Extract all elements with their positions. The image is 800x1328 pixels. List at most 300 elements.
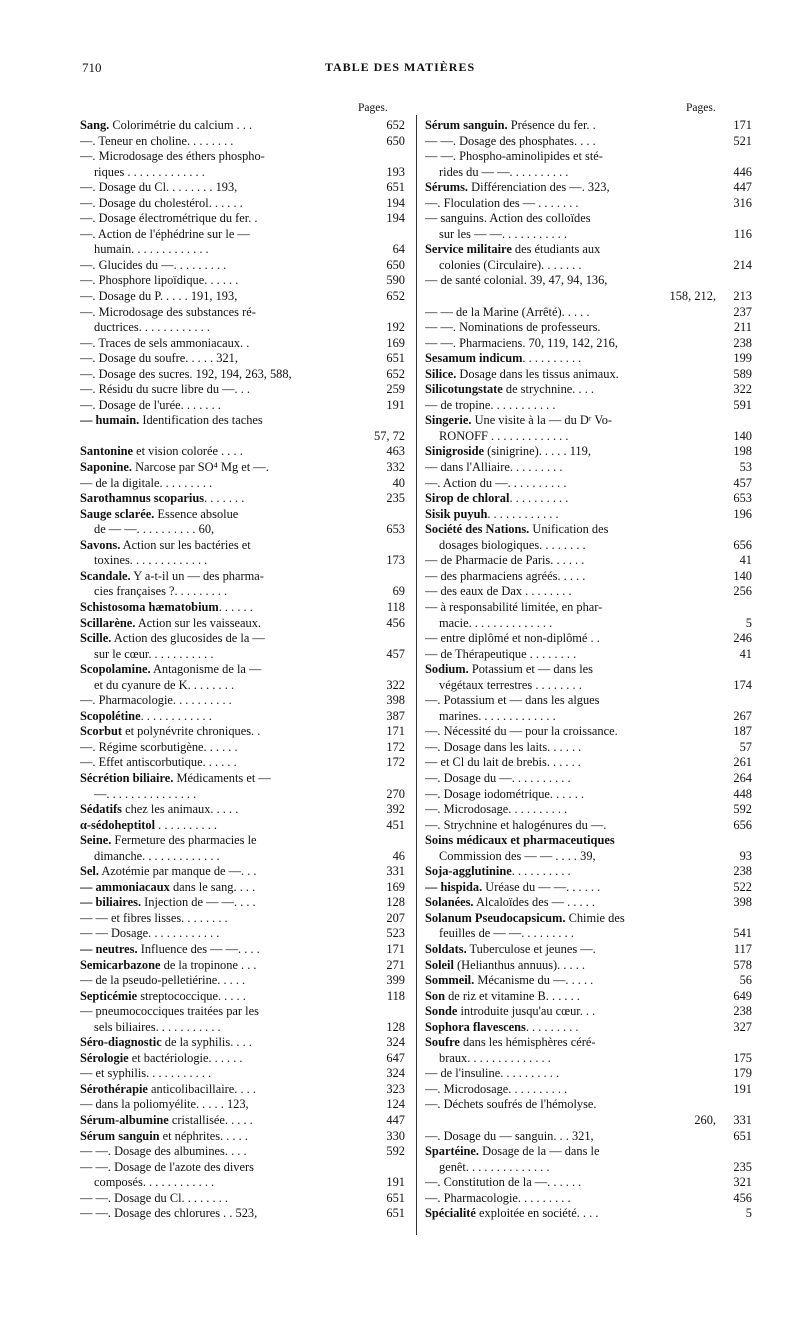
index-entry xyxy=(80,1051,405,1067)
index-entry xyxy=(80,833,405,849)
entry-text: — sanguins. Action des colloïdes xyxy=(425,211,591,226)
index-entry xyxy=(425,740,750,756)
entry-text: Sérum-albumine cristallisée. . . . . xyxy=(80,1113,253,1127)
index-entry xyxy=(425,165,750,181)
entry-page: 457 xyxy=(733,475,752,490)
entry-text: Soja-agglutinine. . . . . . . . . . xyxy=(425,864,571,879)
entry-page: 191 xyxy=(386,1175,405,1190)
entry-page: 589 xyxy=(733,366,752,381)
index-entry xyxy=(425,911,750,927)
index-entry xyxy=(80,678,405,694)
index-entry xyxy=(425,616,750,632)
index-entry xyxy=(80,942,405,958)
entry-text: —. Déchets soufrés de l'hémolyse. xyxy=(425,1097,597,1112)
entry-page: 238 xyxy=(733,1004,752,1019)
entry-text: —. . . . . . . . . . . . . . . xyxy=(94,786,197,801)
index-entry xyxy=(80,305,405,321)
entry-text: — de Thérapeutique . . . . . . . . xyxy=(425,646,577,661)
index-entry xyxy=(80,289,405,305)
index-entry xyxy=(80,1175,405,1191)
index-entry xyxy=(425,273,750,289)
index-column-right xyxy=(425,118,750,1222)
entry-page: 316 xyxy=(733,195,752,210)
index-entry xyxy=(80,647,405,663)
entry-text: α-sédoheptitol . . . . . . . . . . xyxy=(80,817,218,832)
entry-text: —. Dosage du — sanguin. . . 321, xyxy=(425,1128,594,1143)
entry-page: 578 xyxy=(733,957,752,972)
entry-page: 650 xyxy=(386,257,405,272)
index-entry xyxy=(425,180,750,196)
index-entry xyxy=(80,273,405,289)
entry-page: 140 xyxy=(733,428,752,443)
pages-label-right: Pages. xyxy=(686,102,716,114)
index-entry xyxy=(425,242,750,258)
entry-text: —. Phosphore lipoïdique. . . . . . xyxy=(80,273,239,288)
entry-text: — —. Dosage des albumines. . . . xyxy=(80,1144,247,1159)
index-entry xyxy=(80,429,405,445)
entry-page: 196 xyxy=(733,506,752,521)
index-entry xyxy=(80,1206,405,1222)
entry-page: 93 xyxy=(739,848,752,863)
entry-page: 56 xyxy=(739,973,752,988)
entry-page: 448 xyxy=(733,786,752,801)
entry-page: 194 xyxy=(386,195,405,210)
index-entry xyxy=(80,413,405,429)
index-entry xyxy=(425,958,750,974)
entry-page: 179 xyxy=(733,1066,752,1081)
entry-page: 592 xyxy=(733,802,752,817)
index-entry xyxy=(425,771,750,787)
entry-text: —. Dosage du Cl. . . . . . . . 193, xyxy=(80,180,238,195)
entry-text: —. Strychnine et halogénures du —. xyxy=(425,817,607,832)
index-entry xyxy=(80,662,405,678)
entry-text: Sang. Colorimétrie du calcium . . . xyxy=(80,118,253,132)
entry-text: Sommeil. Mécanisme du —. . . . . xyxy=(425,973,594,988)
entry-page: 647 xyxy=(386,1050,405,1065)
index-entry xyxy=(425,1175,750,1191)
entry-text: Sérums. Différenciation des —. 323, xyxy=(425,180,610,195)
entry-page: 191 xyxy=(386,397,405,412)
index-entry xyxy=(80,693,405,709)
entry-text: Scille. Action des glucosides de la — xyxy=(80,631,265,646)
entry-text: — dans l'Alliaire. . . . . . . . . xyxy=(425,460,563,475)
entry-page: 652 xyxy=(386,289,405,304)
entry-page: 651 xyxy=(386,1206,405,1221)
entry-text: —. Résidu du sucre libre du —. . . xyxy=(80,382,251,397)
index-entry xyxy=(80,134,405,150)
entry-text: Solanum Pseudocapsicum. Chimie des xyxy=(425,910,625,925)
index-entry xyxy=(425,413,750,429)
entry-text: Sédatifs chez les animaux. . . . . xyxy=(80,802,239,817)
entry-page: 521 xyxy=(733,133,752,148)
entry-page: 447 xyxy=(386,1113,405,1127)
entry-text: Schistosoma hæmatobium. . . . . . xyxy=(80,599,253,614)
index-entry xyxy=(80,1097,405,1113)
entry-page: 175 xyxy=(733,1050,752,1065)
entry-text: Sécrétion biliaire. Médicaments et — xyxy=(80,770,271,785)
index-entry xyxy=(425,149,750,165)
entry-page: 451 xyxy=(386,817,405,832)
entry-text: Sodium. Potassium et — dans les xyxy=(425,662,593,677)
index-entry xyxy=(80,180,405,196)
entry-page: 235 xyxy=(386,491,405,506)
entry-text: — neutres. Influence des — —. . . . xyxy=(80,941,260,956)
entry-text: Sisik puyuh. . . . . . . . . . . . xyxy=(425,506,559,521)
entry-page: 174 xyxy=(733,677,752,692)
index-entry xyxy=(425,942,750,958)
entry-page: 652 xyxy=(386,366,405,381)
entry-page: 324 xyxy=(386,1035,405,1050)
index-entry xyxy=(425,1129,750,1145)
index-entry xyxy=(425,1051,750,1067)
index-entry xyxy=(80,771,405,787)
index-entry xyxy=(80,258,405,274)
entry-text: Scopolamine. Antagonisme de la — xyxy=(80,662,262,677)
entry-page: 172 xyxy=(386,755,405,770)
index-entry xyxy=(80,196,405,212)
entry-text: —. Régime scorbutigène. . . . . . xyxy=(80,739,238,754)
index-entry xyxy=(80,1129,405,1145)
index-entry xyxy=(425,289,750,305)
entry-page: 656 xyxy=(733,817,752,832)
entry-page: 332 xyxy=(386,460,405,475)
entry-page: 331 xyxy=(386,864,405,879)
entry-page: 653 xyxy=(386,522,405,537)
entry-text: Savons. Action sur les bactéries et xyxy=(80,537,251,552)
entry-text: —. Dosage des sucres. 192, 194, 263, 588, xyxy=(80,366,292,381)
entry-text: — —. Dosage des phosphates. . . . xyxy=(425,133,596,148)
entry-text: Soufre dans les hémisphères céré- xyxy=(425,1035,596,1050)
index-entry xyxy=(80,724,405,740)
entry-page: 199 xyxy=(733,351,752,366)
index-entry xyxy=(425,398,750,414)
entry-page: 192 xyxy=(386,320,405,335)
index-entry xyxy=(80,989,405,1005)
entry-text: 158, 212, xyxy=(669,289,716,304)
entry-text: Solanées. Alcaloïdes des — . . . . . xyxy=(425,895,596,910)
entry-text: 260, xyxy=(694,1113,716,1127)
index-entry xyxy=(425,895,750,911)
entry-text: —. Dosage du —. . . . . . . . . . xyxy=(425,770,571,785)
index-entry xyxy=(80,1191,405,1207)
entry-text: Sel. Azotémie par manque de —. . . xyxy=(80,864,257,879)
index-entry xyxy=(425,1206,750,1222)
index-entry xyxy=(80,522,405,538)
index-entry xyxy=(80,460,405,476)
entry-text: Sérothérapie anticolibacillaire. . . . xyxy=(80,1081,256,1096)
index-entry xyxy=(425,1160,750,1176)
entry-text: sels biliaires. . . . . . . . . . . xyxy=(94,1019,221,1034)
entry-text: — ammoniacaux dans le sang. . . . xyxy=(80,879,256,894)
entry-text: Son de riz et vitamine B. . . . . . xyxy=(425,988,580,1003)
index-entry xyxy=(80,1004,405,1020)
entry-page: 69 xyxy=(392,584,405,599)
entry-text: rides du — —. . . . . . . . . . xyxy=(439,164,569,179)
entry-text: —. Dosage iodométrique. . . . . . xyxy=(425,786,584,801)
entry-page: 270 xyxy=(386,786,405,801)
entry-page: 173 xyxy=(386,553,405,568)
entry-page: 399 xyxy=(386,973,405,988)
index-entry xyxy=(80,491,405,507)
entry-page: 5 xyxy=(745,615,752,630)
index-entry xyxy=(80,1035,405,1051)
entry-text: — entre diplômé et non-diplômé . . xyxy=(425,631,600,646)
entry-text: —. Microdosage. . . . . . . . . . xyxy=(425,802,568,817)
index-entry xyxy=(80,631,405,647)
entry-page: 457 xyxy=(386,646,405,661)
entry-text: —. Action de l'éphédrine sur le — xyxy=(80,226,250,241)
index-entry xyxy=(425,460,750,476)
entry-page: 194 xyxy=(386,211,405,226)
index-entry xyxy=(425,926,750,942)
entry-text: Seine. Fermeture des pharmacies le xyxy=(80,833,257,848)
entry-page: 193 xyxy=(386,164,405,179)
entry-text: — —. Dosage des chlorures . . 523, xyxy=(80,1206,258,1221)
entry-page: 392 xyxy=(386,802,405,817)
entry-text: —. Action du —. . . . . . . . . . xyxy=(425,475,567,490)
entry-page: 327 xyxy=(733,1019,752,1034)
index-entry xyxy=(80,584,405,600)
entry-page: 590 xyxy=(386,273,405,288)
index-entry xyxy=(80,507,405,523)
entry-page: 64 xyxy=(392,242,405,257)
entry-text: marines. . . . . . . . . . . . . xyxy=(439,708,556,723)
index-entry xyxy=(80,382,405,398)
entry-text: Saponine. Narcose par SO⁴ Mg et —. xyxy=(80,460,269,475)
entry-text: Semicarbazone de la tropinone . . . xyxy=(80,957,257,972)
index-entry xyxy=(425,491,750,507)
entry-page: 592 xyxy=(386,1144,405,1159)
entry-page: 207 xyxy=(386,910,405,925)
entry-page: 169 xyxy=(386,335,405,350)
entry-text: — —. Dosage de l'azote des divers xyxy=(80,1159,254,1174)
entry-text: humain. . . . . . . . . . . . . xyxy=(94,242,209,257)
entry-page: 140 xyxy=(733,568,752,583)
index-entry xyxy=(80,818,405,834)
entry-page: 541 xyxy=(733,926,752,941)
entry-text: Sonde introduite jusqu'au cœur. . . xyxy=(425,1004,596,1019)
index-entry xyxy=(425,631,750,647)
entry-text: —. Traces de sels ammoniacaux. . xyxy=(80,335,250,350)
entry-text: Scandale. Y a-t-il un — des pharma- xyxy=(80,568,264,583)
entry-text: —. Potassium et — dans les algues xyxy=(425,693,600,708)
entry-text: Sirop de chloral. . . . . . . . . . xyxy=(425,491,569,506)
index-entry xyxy=(80,787,405,803)
entry-text: — —. Phospho-aminolipides et sté- xyxy=(425,149,603,164)
entry-page: 398 xyxy=(386,693,405,708)
entry-page: 330 xyxy=(386,1128,405,1143)
index-entry xyxy=(425,584,750,600)
index-entry xyxy=(425,709,750,725)
index-column-left xyxy=(80,118,405,1222)
index-entry xyxy=(425,227,750,243)
entry-page: 171 xyxy=(733,118,752,132)
index-entry xyxy=(80,165,405,181)
entry-text: —. Effet antiscorbutique. . . . . . xyxy=(80,755,237,770)
entry-page: 651 xyxy=(386,180,405,195)
index-entry xyxy=(425,818,750,834)
entry-page: 523 xyxy=(386,926,405,941)
index-entry xyxy=(425,1020,750,1036)
entry-page: 116 xyxy=(733,226,752,241)
entry-text: — de Pharmacie de Paris. . . . . . xyxy=(425,553,585,568)
entry-page: 118 xyxy=(386,599,405,614)
index-entry xyxy=(80,444,405,460)
entry-text: — —. Nominations de professeurs. xyxy=(425,320,601,335)
index-entry xyxy=(80,1113,405,1129)
entry-page: 651 xyxy=(733,1128,752,1143)
entry-text: colonies (Circulaire). . . . . . . xyxy=(439,257,582,272)
index-entry xyxy=(80,849,405,865)
index-entry xyxy=(80,149,405,165)
entry-page: 213 xyxy=(733,289,752,304)
entry-text: —. Glucides du —. . . . . . . . . xyxy=(80,257,227,272)
entry-text: — de tropine. . . . . . . . . . . xyxy=(425,397,556,412)
index-entry xyxy=(425,880,750,896)
entry-page: 128 xyxy=(386,1019,405,1034)
index-entry xyxy=(425,1066,750,1082)
entry-page: 128 xyxy=(386,895,405,910)
entry-text: —. Dosage dans les laits. . . . . . xyxy=(425,739,582,754)
entry-text: Silice. Dosage dans les tissus animaux. xyxy=(425,366,619,381)
entry-text: — des pharmaciens agréés. . . . . xyxy=(425,568,586,583)
index-entry xyxy=(80,802,405,818)
entry-page: 651 xyxy=(386,351,405,366)
index-entry xyxy=(425,507,750,523)
index-entry xyxy=(80,864,405,880)
entry-text: — — et fibres lisses. . . . . . . . xyxy=(80,910,228,925)
entry-page: 211 xyxy=(733,320,752,335)
column-divider xyxy=(416,115,417,1235)
entry-page: 41 xyxy=(739,553,752,568)
entry-page: 46 xyxy=(392,848,405,863)
entry-text: genêt. . . . . . . . . . . . . . xyxy=(439,1159,550,1174)
entry-page: 261 xyxy=(733,755,752,770)
entry-page: 322 xyxy=(386,677,405,692)
index-entry xyxy=(80,320,405,336)
entry-page: 387 xyxy=(386,708,405,723)
index-entry xyxy=(425,600,750,616)
entry-page: 171 xyxy=(386,941,405,956)
entry-text: Scorbut et polynévrite chroniques. . xyxy=(80,724,261,739)
entry-page: 656 xyxy=(733,537,752,552)
entry-page: 57, 72 xyxy=(374,428,405,443)
entry-text: — de l'insuline. . . . . . . . . . xyxy=(425,1066,560,1081)
entry-page: 456 xyxy=(733,1190,752,1205)
entry-page: 447 xyxy=(733,180,752,195)
index-entry xyxy=(425,1191,750,1207)
entry-page: 650 xyxy=(386,133,405,148)
entry-text: Sauge sclarée. Essence absolue xyxy=(80,506,239,521)
entry-text: —. Microdosage. . . . . . . . . . xyxy=(425,1081,568,1096)
index-entry xyxy=(80,958,405,974)
entry-text: Société des Nations. Unification des xyxy=(425,522,609,537)
index-entry xyxy=(425,476,750,492)
entry-text: RONOFF . . . . . . . . . . . . . xyxy=(439,428,569,443)
entry-text: dimanche. . . . . . . . . . . . . xyxy=(94,848,220,863)
entry-page: 322 xyxy=(733,382,752,397)
entry-text: — — Dosage. . . . . . . . . . . . xyxy=(80,926,220,941)
index-entry xyxy=(425,305,750,321)
entry-text: riques . . . . . . . . . . . . . xyxy=(94,164,205,179)
entry-page: 331 xyxy=(733,1113,752,1127)
entry-page: 256 xyxy=(733,584,752,599)
entry-text: Septicémie streptococcique. . . . . xyxy=(80,988,246,1003)
entry-page: 191 xyxy=(733,1081,752,1096)
entry-text: Sesamum indicum. . . . . . . . . . xyxy=(425,351,582,366)
index-entry xyxy=(425,833,750,849)
index-entry xyxy=(425,849,750,865)
index-entry xyxy=(80,973,405,989)
index-entry xyxy=(425,755,750,771)
entry-text: Singerie. Une visite à la — du Dʳ Vo- xyxy=(425,413,613,428)
entry-text: macie. . . . . . . . . . . . . . xyxy=(439,615,553,630)
index-entry xyxy=(80,227,405,243)
entry-text: sur le cœur. . . . . . . . . . . xyxy=(94,646,214,661)
entry-page: 53 xyxy=(739,460,752,475)
index-entry xyxy=(80,740,405,756)
entry-page: 172 xyxy=(386,739,405,754)
index-entry xyxy=(425,351,750,367)
index-entry xyxy=(80,351,405,367)
index-entry xyxy=(425,1004,750,1020)
index-entry xyxy=(80,911,405,927)
index-entry xyxy=(80,1066,405,1082)
entry-text: Sinigroside (sinigrine). . . . . 119, xyxy=(425,444,591,459)
index-entry xyxy=(425,134,750,150)
index-entry xyxy=(425,973,750,989)
index-entry xyxy=(425,989,750,1005)
entry-page: 651 xyxy=(386,1190,405,1205)
index-entry xyxy=(425,1035,750,1051)
entry-text: —. Dosage du soufre. . . . . 321, xyxy=(80,351,238,366)
entry-text: ductrices. . . . . . . . . . . . xyxy=(94,320,210,335)
entry-page: 323 xyxy=(386,1081,405,1096)
entry-page: 237 xyxy=(733,304,752,319)
index-entry xyxy=(425,864,750,880)
entry-page: 235 xyxy=(733,1159,752,1174)
index-entry xyxy=(425,662,750,678)
entry-page: 238 xyxy=(733,335,752,350)
entry-text: — de la digitale. . . . . . . . . xyxy=(80,475,213,490)
entry-page: 456 xyxy=(386,615,405,630)
index-entry xyxy=(425,787,750,803)
entry-text: Sophora flavescens. . . . . . . . . xyxy=(425,1019,579,1034)
entry-text: composés. . . . . . . . . . . . xyxy=(94,1175,215,1190)
entry-text: et du cyanure de K. . . . . . . . xyxy=(94,677,235,692)
index-entry xyxy=(425,320,750,336)
entry-page: 271 xyxy=(386,957,405,972)
entry-text: — humain. Identification des taches xyxy=(80,413,263,428)
page-number: 710 xyxy=(82,60,102,75)
entry-text: Soins médicaux et pharmaceutiques xyxy=(425,833,615,848)
index-entry xyxy=(425,336,750,352)
entry-page: 446 xyxy=(733,164,752,179)
index-entry xyxy=(80,926,405,942)
entry-text: —. Constitution de la —. . . . . . xyxy=(425,1175,582,1190)
entry-text: Sarothamnus scoparius. . . . . . . xyxy=(80,491,245,506)
index-entry xyxy=(425,538,750,554)
entry-page: 169 xyxy=(386,879,405,894)
entry-text: Silicotungstate de strychnine. . . . xyxy=(425,382,594,397)
index-entry xyxy=(80,538,405,554)
index-entry xyxy=(425,724,750,740)
entry-text: —. Floculation des — . . . . . . . xyxy=(425,195,579,210)
index-entry xyxy=(80,336,405,352)
index-entry xyxy=(425,802,750,818)
entry-text: —. Dosage du cholestérol. . . . . . xyxy=(80,195,243,210)
index-entry xyxy=(80,553,405,569)
